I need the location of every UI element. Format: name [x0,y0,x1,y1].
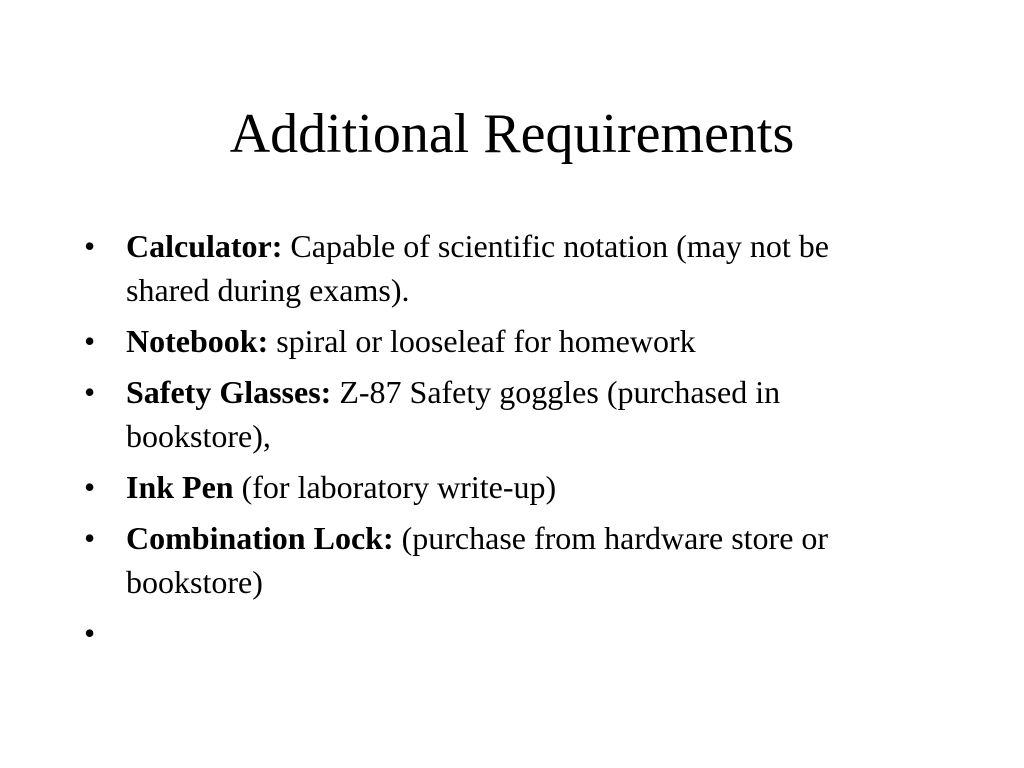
bullet-icon: • [84,615,96,651]
bullet-text: (purchase from hardware store or bookstore) [126,520,829,600]
bullet-label: Combination Lock: [126,520,394,556]
bullet-icon: • [84,228,96,264]
slide-title: Additional Requirements [229,103,795,165]
bullet-item-combination-lock [84,516,914,604]
bullet-icon: • [84,323,96,359]
bullet-label: Ink Pen [126,469,234,505]
bullet-list [84,224,914,651]
bullet-text: Z-87 Safety goggles (purchased in bookstore), [126,374,781,454]
bullet-item-notebook [84,319,914,363]
bullet-item-ink-pen [84,465,914,509]
bullet-text: spiral or looseleaf for homework [268,323,696,359]
bullet-label: Safety Glasses: [126,374,332,410]
bullet-text: (for laboratory write-up) [233,469,557,505]
bullet-label: Calculator: [126,228,283,264]
bullet-text: Capable of scientific notation (may not be shared during exams). [126,228,829,308]
bullet-item-calculator [84,224,914,312]
bullet-icon: • [84,520,96,556]
bullet-icon: • [84,469,96,505]
bullet-label: Notebook: [126,323,269,359]
bullet-item-safety-glasses [84,370,914,458]
bullet-icon: • [84,374,96,410]
